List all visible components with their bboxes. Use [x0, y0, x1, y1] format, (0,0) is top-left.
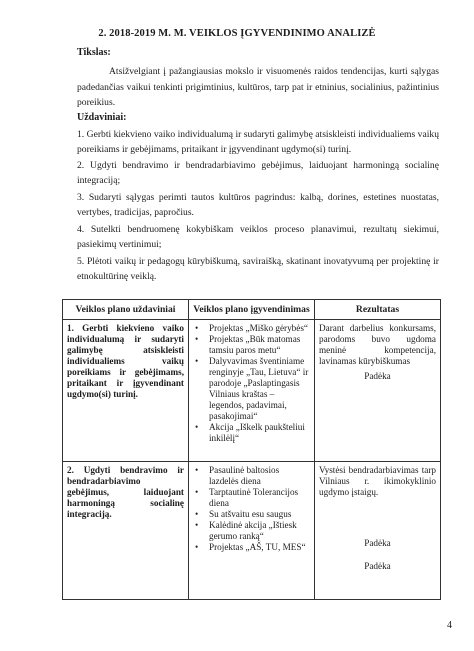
activity-item: • Tarptautinė Tolerancijos diena: [205, 487, 310, 509]
tasks-label: Uždaviniai:: [77, 112, 127, 123]
activity-item: • Projektas „Būk matomas tamsiu paros metu“: [205, 334, 310, 356]
activity-item: • Pasaulinė baltosios lazdelės diena: [205, 465, 310, 487]
row-task: 1. Gerbti kiekvieno vaiko individualumą ir sudaryti galimybę atsiskleisti individualiems vaikų poreikiams ir gebėjimams, pritaikant ir įgyvendinant ugdymo(si) turinį.: [63, 320, 189, 462]
goal-paragraph: [77, 64, 439, 111]
activity-item: • Projektas „Miško gėrybės“: [205, 323, 310, 334]
row-activities: [189, 320, 315, 462]
activity-item: • Dalyvavimas šventiniame renginyje „Tau, Lietuva“ ir parodoje „Paslaptingasis Vilniaus kraštas – legendos, padavimai, pasakojimai“: [205, 356, 310, 422]
header-result: Rezultatas: [315, 300, 441, 320]
activity-item: • Akcija „Iškelk paukšteliui inkilėlį“: [205, 422, 310, 444]
activity-plan-table: [62, 299, 441, 600]
activity-item: • Su atšvaitu esu saugus: [205, 509, 310, 520]
activity-item: • Kalėdinė akcija „Ištiesk gerumo ranką“: [205, 520, 310, 542]
goal-text: Atsižvelgiant į pažangiausias mokslo ir visuomenės raidos tendencijas, kurti sąlygas padedančias vaikui tenkinti prigimtinius, kultūros, tarp pat ir etninius, socialinius, pažintinius poreikius.: [77, 66, 439, 108]
table-row: [63, 462, 441, 600]
table-header-row: [63, 300, 441, 320]
header-tasks: Veiklos plano uždaviniai: [63, 300, 189, 320]
result-text: Vystėsi bendradarbiavimas tarp Vilniaus r. ikimokyklinio ugdymo įstaigų.: [319, 465, 436, 497]
result-award-2: Padėka: [364, 561, 391, 571]
task-item-1: 1. Gerbti kiekvieno vaiko individualumą ir sudaryti galimybę atsiskleisti individualiems vaikų poreikiams ir gebėjimams, pritaikant ir įgyvendinant ugdymo(si) turinį.: [77, 129, 439, 155]
task-item-4: 4. Sutelkti bendruomenę kokybiškam veiklos proceso planavimui, rezultatų siekimui, pasiekimų vertinimui;: [77, 224, 439, 250]
row-result: [315, 462, 441, 600]
activity-item: • Projektas „AŠ, TU, MES“: [205, 542, 310, 553]
table-row: [63, 320, 441, 462]
result-award: Padėka: [364, 371, 391, 381]
header-implementation: Veiklos plano įgyvendinimas: [189, 300, 315, 320]
section-title: 2. 2018-2019 M. M. VEIKLOS ĮGYVENDINIMO ANALIZĖ: [98, 28, 376, 39]
row-result: [315, 320, 441, 462]
task-item-2: 2. Ugdyti bendravimo ir bendradarbiavimo gebėjimus, laiduojant harmoningą socialinę integraciją;: [77, 160, 439, 186]
goal-label: Tikslas:: [77, 47, 111, 58]
result-award: Padėka: [364, 538, 391, 548]
result-text: Darant darbelius konkursams, parodoms buvo ugdoma meninė kompetencija, lavinamas kūrybiškumas: [319, 323, 436, 366]
task-item-5: 5. Plėtoti vaikų ir pedagogų kūrybiškumą, saviraišką, skatinant inovatyvumą per projektinę ir etnokultūrinę veiklą.: [77, 256, 439, 282]
row-task: 2. Ugdyti bendravimo ir bendradarbiavimo gebėjimus, laiduojant harmoningą socialinę integraciją.: [63, 462, 189, 600]
task-item-3: 3. Sudaryti sąlygas perimti tautos kultūros pagrindus: kalbą, dorines, estetines nuostatas, vertybes, tradicijas, papročius.: [77, 192, 439, 218]
row-activities: [189, 462, 315, 600]
page-number: 4: [447, 620, 452, 631]
